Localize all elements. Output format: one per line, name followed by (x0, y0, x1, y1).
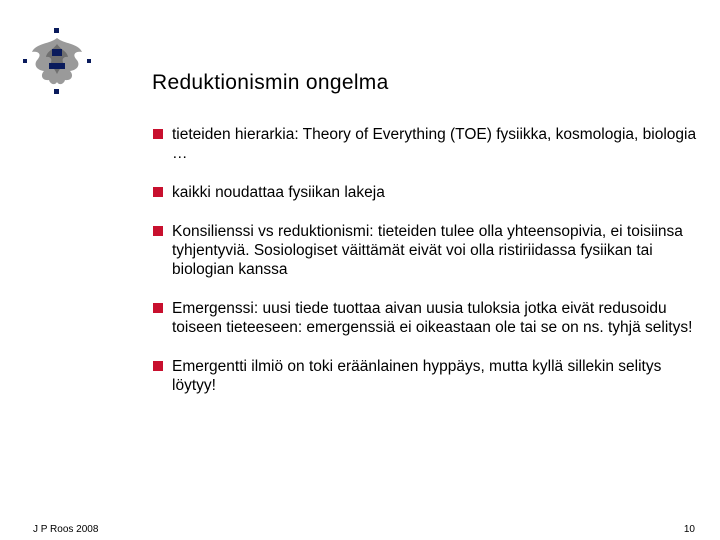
footer-author: J P Roos 2008 (33, 524, 99, 535)
bullet-text: Konsilienssi vs reduktionismi: tieteiden tulee olla yhteensopivia, ei toisiinsa tyhjentyviä. Sosiologiset väittämät eivät voi olla ristiriidassa fysiikan tai biologian kanssa (172, 223, 683, 278)
list-item (153, 183, 703, 202)
bullet-square-icon (153, 129, 163, 139)
bullet-text: kaikki noudattaa fysiikan lakeja (172, 184, 385, 201)
list-item (153, 125, 703, 163)
bullet-square-icon (153, 226, 163, 236)
university-logo-icon (22, 26, 92, 96)
list-item (153, 299, 703, 337)
page-number: 10 (683, 524, 695, 535)
bullet-text: Emergenssi: uusi tiede tuottaa aivan uusia tuloksia jotka eivät redusoidu toiseen tieteeseen: emergenssiä ei oikeastaan ole tai se on ns. tyhjä selitys! (172, 300, 693, 336)
bullet-text: Emergentti ilmiö on toki eräänlainen hyppäys, mutta kyllä sillekin selitys löytyy! (172, 358, 662, 394)
bullet-square-icon (153, 361, 163, 371)
list-item (153, 222, 703, 279)
bullet-square-icon (153, 303, 163, 313)
slide-title: Reduktionismin ongelma (152, 71, 389, 94)
bullet-square-icon (153, 187, 163, 197)
bullet-text: tieteiden hierarkia: Theory of Everything (TOE) fysiikka, kosmologia, biologia … (172, 126, 697, 162)
bullet-list (153, 125, 703, 395)
list-item (153, 357, 703, 395)
